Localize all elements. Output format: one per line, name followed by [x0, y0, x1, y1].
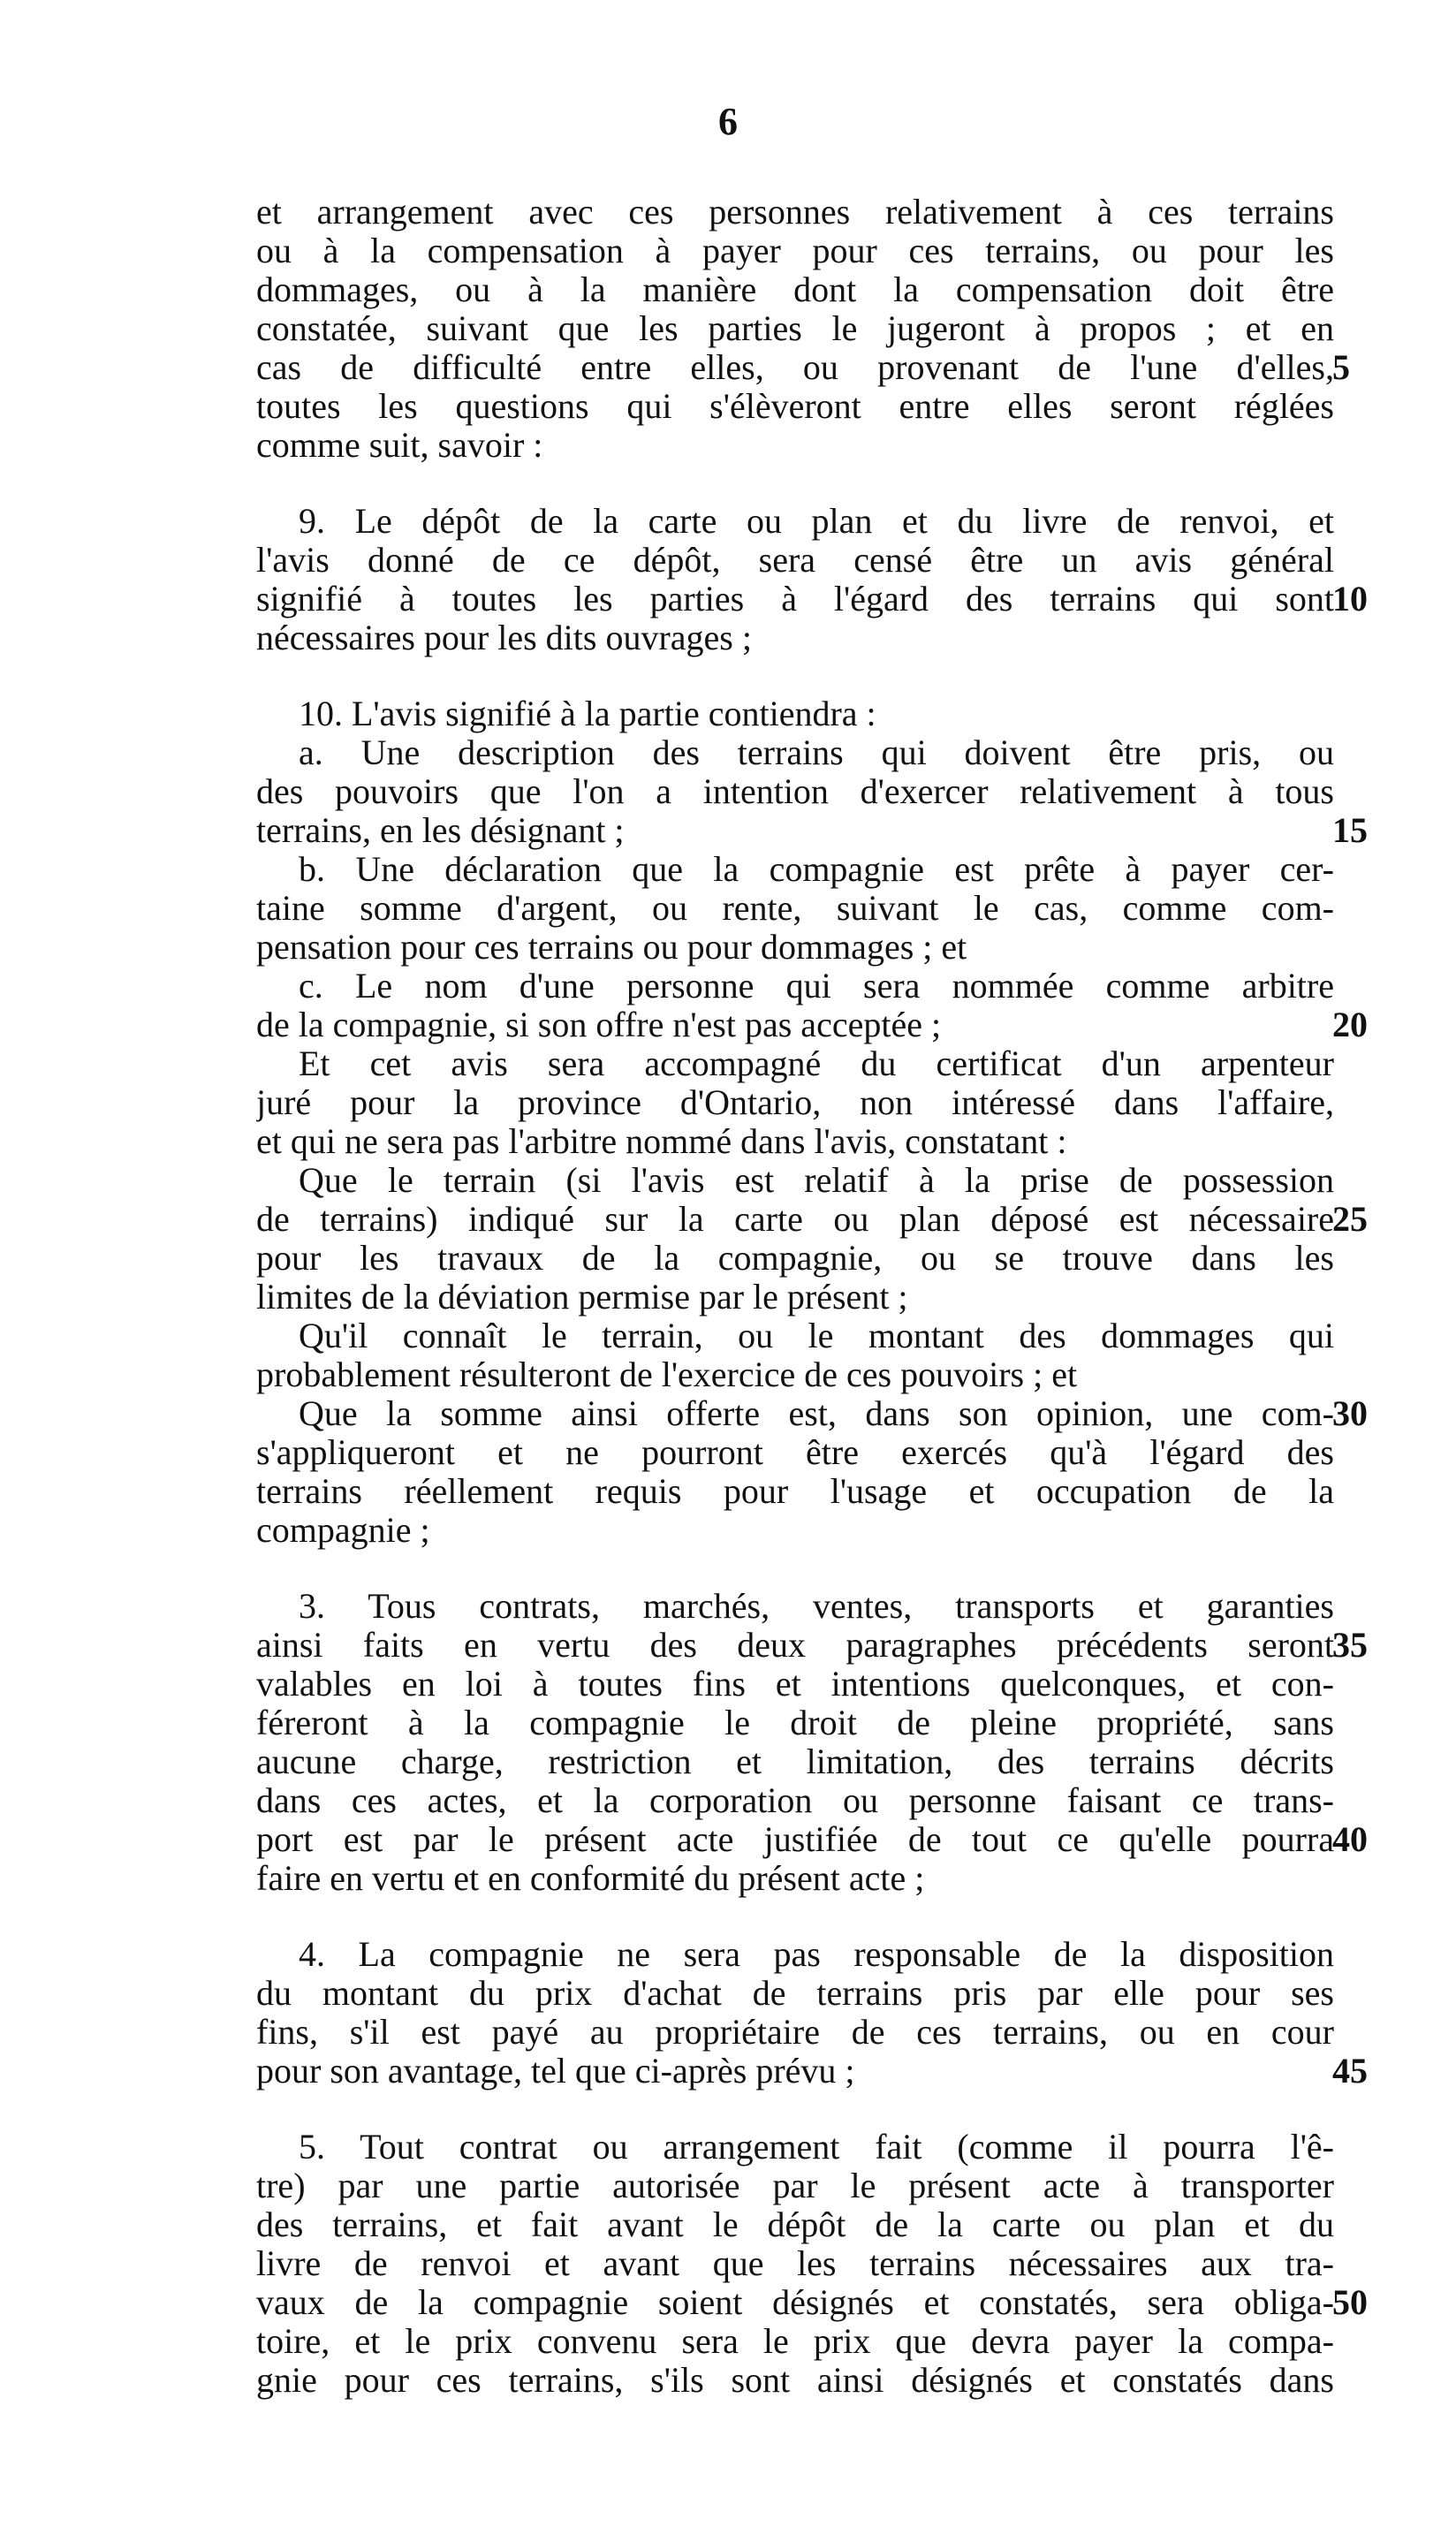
text-line: compagnie ;	[256, 1511, 430, 1550]
text-line: et arrangement avec ces personnes relativement à ces terrains	[256, 193, 1334, 231]
text-line: Qu'il connaît le terrain, ou le montant des dommages qui	[299, 1317, 1334, 1355]
text-line: juré pour la province d'Ontario, non intéressé dans l'affaire,	[256, 1083, 1334, 1122]
page-number: 6	[718, 100, 738, 143]
text-line: Que le terrain (si l'avis est relatif à la prise de possession	[299, 1161, 1334, 1200]
text-line: Que la somme ainsi offerte est, dans son opinion, une com-	[299, 1394, 1334, 1433]
text-line: faire en vertu et en conformité du présent acte ;	[256, 1859, 925, 1898]
text-line: livre de renvoi et avant que les terrains nécessaires aux tra-	[256, 2244, 1334, 2283]
margin-line-number: 20	[1332, 1005, 1368, 1044]
text-line: des pouvoirs que l'on a intention d'exercer relativement à tous	[256, 772, 1334, 811]
text-line: féreront à la compagnie le droit de pleine propriété, sans	[256, 1704, 1334, 1742]
text-line: terrains, en les désignant ;	[256, 811, 625, 850]
text-line: de terrains) indiqué sur la carte ou plan déposé est nécessaire	[256, 1200, 1334, 1239]
text-line: tre) par une partie autorisée par le présent acte à transporter	[256, 2167, 1334, 2205]
text-line: pour son avantage, tel que ci-après prévu ;	[256, 2052, 855, 2091]
text-line: 5. Tout contrat ou arrangement fait (comme il pourra l'ê-	[299, 2128, 1334, 2167]
text-line: a. Une description des terrains qui doivent être pris, ou	[299, 733, 1334, 772]
margin-line-number: 15	[1332, 810, 1368, 850]
text-line: vaux de la compagnie soient désignés et constatés, sera obliga-	[256, 2283, 1334, 2322]
text-line: cas de difficulté entre elles, ou provenant de l'une d'elles,	[256, 348, 1334, 387]
text-line: 9. Le dépôt de la carte ou plan et du livre de renvoi, et	[299, 502, 1334, 541]
text-line: Et cet avis sera accompagné du certificat d'un arpenteur	[299, 1044, 1334, 1083]
margin-line-number: 5	[1332, 347, 1350, 387]
text-line: et qui ne sera pas l'arbitre nommé dans l'avis, constatant :	[256, 1122, 1067, 1161]
margin-line-number: 25	[1332, 1199, 1368, 1239]
text-line: pensation pour ces terrains ou pour dommages ; et	[256, 928, 967, 967]
text-line: dans ces actes, et la corporation ou personne faisant ce trans-	[256, 1781, 1334, 1820]
text-line: toire, et le prix convenu sera le prix que devra payer la compa-	[256, 2322, 1334, 2361]
margin-line-number: 35	[1332, 1625, 1368, 1665]
text-line: de la compagnie, si son offre n'est pas acceptée ;	[256, 1005, 942, 1044]
text-line: 10. L'avis signifié à la partie contiendra :	[299, 694, 876, 733]
text-line: ou à la compensation à payer pour ces terrains, ou pour les	[256, 231, 1334, 270]
text-line: fins, s'il est payé au propriétaire de ces terrains, ou en cour	[256, 2013, 1334, 2052]
text-line: gnie pour ces terrains, s'ils sont ainsi désignés et constatés dans	[256, 2361, 1334, 2400]
text-line: 4. La compagnie ne sera pas responsable de la disposition	[299, 1935, 1334, 1974]
text-line: valables en loi à toutes fins et intentions quelconques, et con-	[256, 1665, 1334, 1704]
text-line: des terrains, et fait avant le dépôt de la carte ou plan et du	[256, 2205, 1334, 2244]
text-line: b. Une déclaration que la compagnie est prête à payer cer-	[299, 850, 1334, 889]
margin-line-number: 30	[1332, 1393, 1368, 1433]
text-line: l'avis donné de ce dépôt, sera censé être un avis général	[256, 541, 1334, 580]
text-line: nécessaires pour les dits ouvrages ;	[256, 618, 752, 657]
margin-line-number: 40	[1332, 1819, 1368, 1859]
text-line: constatée, suivant que les parties le jugeront à propos ; et en	[256, 309, 1334, 348]
text-line: signifié à toutes les parties à l'égard des terrains qui sont	[256, 580, 1334, 618]
text-line: dommages, ou à la manière dont la compensation doit être	[256, 270, 1334, 309]
text-line: pour les travaux de la compagnie, ou se trouve dans les	[256, 1239, 1334, 1278]
text-line: comme suit, savoir :	[256, 426, 543, 465]
margin-line-number: 50	[1332, 2282, 1368, 2322]
text-line: c. Le nom d'une personne qui sera nommée comme arbitre	[299, 967, 1334, 1005]
text-line: ainsi faits en vertu des deux paragraphes précédents seront	[256, 1626, 1334, 1665]
text-line: taine somme d'argent, ou rente, suivant le cas, comme com-	[256, 889, 1334, 928]
text-line: toutes les questions qui s'élèveront entre elles seront réglées	[256, 387, 1334, 426]
text-line: terrains réellement requis pour l'usage et occupation de la	[256, 1472, 1334, 1511]
text-line: du montant du prix d'achat de terrains pris par elle pour ses	[256, 1974, 1334, 2013]
text-line: s'appliqueront et ne pourront être exercés qu'à l'égard des	[256, 1433, 1334, 1472]
text-line: aucune charge, restriction et limitation, des terrains décrits	[256, 1742, 1334, 1781]
margin-line-number: 45	[1332, 2051, 1368, 2091]
margin-line-number: 10	[1332, 579, 1368, 618]
text-line: limites de la déviation permise par le présent ;	[256, 1278, 908, 1317]
text-line: port est par le présent acte justifiée de tout ce qu'elle pourra	[256, 1820, 1334, 1859]
text-line: 3. Tous contrats, marchés, ventes, transports et garanties	[299, 1587, 1334, 1626]
text-line: probablement résulteront de l'exercice de ces pouvoirs ; et	[256, 1355, 1078, 1394]
